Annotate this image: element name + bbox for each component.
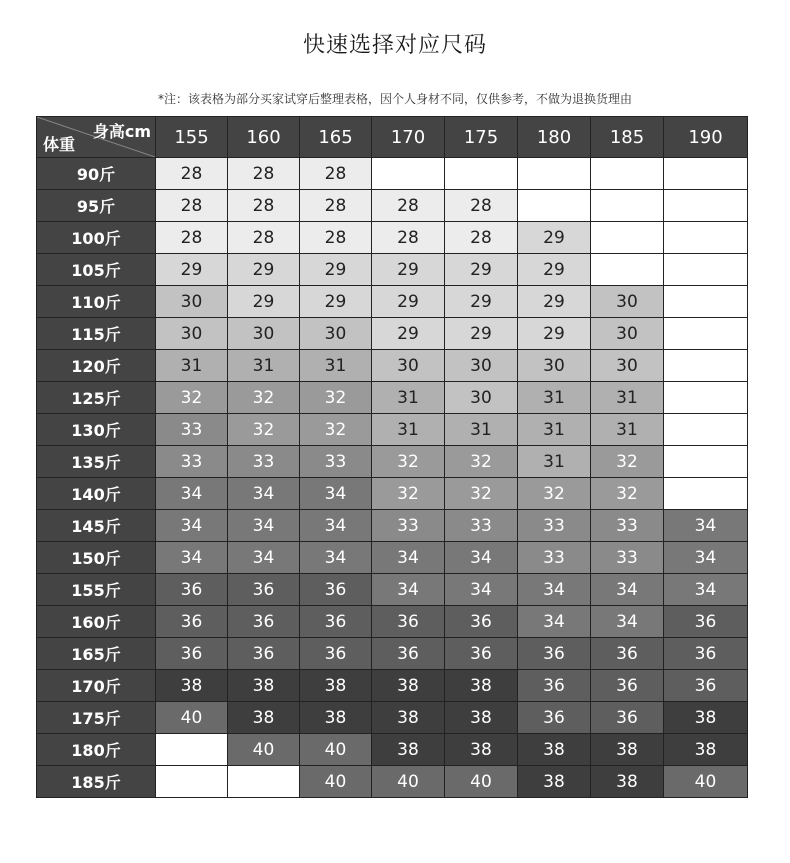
weight-label: 115斤 — [37, 318, 156, 350]
weight-label: 150斤 — [37, 542, 156, 574]
size-cell: 31 — [156, 350, 228, 382]
size-cell: 31 — [518, 414, 591, 446]
empty-cell — [591, 254, 664, 286]
size-cell: 36 — [300, 638, 372, 670]
weight-axis-label: 体重 — [43, 135, 76, 154]
size-cell: 31 — [372, 414, 445, 446]
size-cell: 29 — [228, 254, 300, 286]
height-header: 175 — [445, 117, 518, 158]
size-cell: 28 — [372, 222, 445, 254]
size-cell: 29 — [445, 254, 518, 286]
size-cell: 34 — [518, 606, 591, 638]
table-row — [37, 382, 748, 414]
size-cell: 40 — [445, 766, 518, 798]
weight-label: 125斤 — [37, 382, 156, 414]
table-row — [37, 734, 748, 766]
size-cell: 32 — [228, 382, 300, 414]
size-cell: 33 — [518, 510, 591, 542]
size-cell: 32 — [518, 478, 591, 510]
size-cell: 29 — [300, 286, 372, 318]
size-cell: 38 — [372, 670, 445, 702]
size-cell: 30 — [591, 318, 664, 350]
empty-cell — [518, 158, 591, 190]
table-row — [37, 606, 748, 638]
table-row — [37, 638, 748, 670]
table-row — [37, 254, 748, 286]
size-cell: 36 — [518, 638, 591, 670]
size-cell: 36 — [228, 638, 300, 670]
size-cell: 31 — [591, 382, 664, 414]
size-cell: 40 — [156, 702, 228, 734]
size-cell: 32 — [445, 446, 518, 478]
empty-cell — [591, 222, 664, 254]
size-cell: 36 — [445, 638, 518, 670]
size-cell: 33 — [518, 542, 591, 574]
size-cell: 33 — [156, 414, 228, 446]
table-row — [37, 158, 748, 190]
weight-label: 100斤 — [37, 222, 156, 254]
size-cell: 31 — [300, 350, 372, 382]
empty-cell — [156, 734, 228, 766]
size-cell: 34 — [300, 510, 372, 542]
empty-cell — [664, 222, 748, 254]
size-cell: 34 — [228, 542, 300, 574]
size-cell: 28 — [228, 158, 300, 190]
size-cell: 29 — [445, 286, 518, 318]
size-cell: 28 — [228, 222, 300, 254]
size-cell: 30 — [518, 350, 591, 382]
weight-label: 120斤 — [37, 350, 156, 382]
height-header: 160 — [228, 117, 300, 158]
size-cell: 38 — [518, 766, 591, 798]
height-header: 165 — [300, 117, 372, 158]
height-header: 180 — [518, 117, 591, 158]
size-cell: 30 — [591, 286, 664, 318]
table-row — [37, 318, 748, 350]
weight-label: 160斤 — [37, 606, 156, 638]
size-cell: 32 — [445, 478, 518, 510]
size-cell: 36 — [664, 638, 748, 670]
size-cell: 34 — [664, 574, 748, 606]
empty-cell — [518, 190, 591, 222]
size-cell: 40 — [664, 766, 748, 798]
size-cell: 36 — [228, 606, 300, 638]
size-cell: 34 — [445, 542, 518, 574]
size-cell: 34 — [228, 478, 300, 510]
size-cell: 36 — [445, 606, 518, 638]
size-cell: 38 — [228, 670, 300, 702]
corner-header — [37, 117, 156, 158]
size-cell: 30 — [156, 286, 228, 318]
size-cell: 32 — [300, 414, 372, 446]
size-cell: 38 — [300, 670, 372, 702]
weight-label: 135斤 — [37, 446, 156, 478]
size-cell: 32 — [591, 446, 664, 478]
size-cell: 36 — [300, 574, 372, 606]
size-cell: 30 — [591, 350, 664, 382]
size-cell: 34 — [372, 574, 445, 606]
size-cell: 36 — [156, 638, 228, 670]
height-header: 185 — [591, 117, 664, 158]
empty-cell — [664, 478, 748, 510]
weight-label: 130斤 — [37, 414, 156, 446]
weight-label: 170斤 — [37, 670, 156, 702]
size-cell: 33 — [591, 542, 664, 574]
size-cell: 29 — [372, 254, 445, 286]
table-row — [37, 702, 748, 734]
size-cell: 29 — [372, 318, 445, 350]
size-cell: 38 — [372, 734, 445, 766]
size-cell: 28 — [156, 190, 228, 222]
size-cell: 31 — [228, 350, 300, 382]
empty-cell — [664, 382, 748, 414]
size-cell: 38 — [445, 670, 518, 702]
empty-cell — [664, 350, 748, 382]
size-cell: 34 — [156, 478, 228, 510]
empty-cell — [664, 446, 748, 478]
empty-cell — [591, 158, 664, 190]
empty-cell — [156, 766, 228, 798]
size-cell: 36 — [591, 638, 664, 670]
size-cell: 28 — [300, 222, 372, 254]
weight-label: 145斤 — [37, 510, 156, 542]
empty-cell — [664, 414, 748, 446]
size-cell: 29 — [372, 286, 445, 318]
weight-label: 140斤 — [37, 478, 156, 510]
size-chart-table — [36, 116, 748, 798]
page-title: 快速选择对应尺码 — [302, 33, 487, 58]
table-row — [37, 446, 748, 478]
size-cell: 33 — [300, 446, 372, 478]
weight-label: 110斤 — [37, 286, 156, 318]
size-cell: 33 — [445, 510, 518, 542]
size-cell: 28 — [445, 190, 518, 222]
height-header: 170 — [372, 117, 445, 158]
weight-label: 90斤 — [37, 158, 156, 190]
weight-label: 165斤 — [37, 638, 156, 670]
weight-label: 185斤 — [37, 766, 156, 798]
size-cell: 29 — [518, 222, 591, 254]
size-cell: 38 — [664, 702, 748, 734]
height-header-row — [37, 117, 748, 158]
size-cell: 28 — [372, 190, 445, 222]
empty-cell — [664, 286, 748, 318]
size-cell: 30 — [228, 318, 300, 350]
size-cell: 36 — [518, 702, 591, 734]
size-cell: 38 — [591, 734, 664, 766]
size-cell: 31 — [591, 414, 664, 446]
size-cell: 34 — [156, 510, 228, 542]
size-cell: 32 — [228, 414, 300, 446]
size-cell: 29 — [228, 286, 300, 318]
size-cell: 38 — [664, 734, 748, 766]
size-cell: 32 — [372, 446, 445, 478]
weight-label: 105斤 — [37, 254, 156, 286]
empty-cell — [228, 766, 300, 798]
size-cell: 34 — [228, 510, 300, 542]
size-cell: 32 — [372, 478, 445, 510]
size-cell: 30 — [445, 382, 518, 414]
size-cell: 36 — [664, 606, 748, 638]
empty-cell — [372, 158, 445, 190]
size-cell: 36 — [518, 670, 591, 702]
size-cell: 34 — [664, 542, 748, 574]
size-cell: 38 — [518, 734, 591, 766]
size-cell: 34 — [591, 574, 664, 606]
table-row — [37, 510, 748, 542]
table-row — [37, 670, 748, 702]
table-row — [37, 542, 748, 574]
weight-label: 155斤 — [37, 574, 156, 606]
size-cell: 34 — [156, 542, 228, 574]
size-cell: 40 — [372, 766, 445, 798]
size-cell: 29 — [300, 254, 372, 286]
size-cell: 36 — [228, 574, 300, 606]
size-cell: 40 — [300, 734, 372, 766]
empty-cell — [664, 254, 748, 286]
size-cell: 34 — [372, 542, 445, 574]
table-row — [37, 350, 748, 382]
size-cell: 36 — [156, 606, 228, 638]
size-cell: 30 — [372, 350, 445, 382]
empty-cell — [591, 190, 664, 222]
size-cell: 36 — [372, 638, 445, 670]
size-cell: 34 — [300, 542, 372, 574]
size-cell: 30 — [156, 318, 228, 350]
table-row — [37, 222, 748, 254]
size-cell: 33 — [372, 510, 445, 542]
size-cell: 33 — [591, 510, 664, 542]
height-axis-label: 身高cm — [92, 122, 151, 141]
size-cell: 38 — [372, 702, 445, 734]
size-cell: 38 — [300, 702, 372, 734]
size-cell: 40 — [300, 766, 372, 798]
size-cell: 34 — [300, 478, 372, 510]
table-row — [37, 286, 748, 318]
size-cell: 28 — [156, 158, 228, 190]
size-cell: 36 — [664, 670, 748, 702]
size-cell: 34 — [664, 510, 748, 542]
table-row — [37, 478, 748, 510]
height-header: 190 — [664, 117, 748, 158]
size-cell: 29 — [518, 254, 591, 286]
empty-cell — [664, 158, 748, 190]
size-cell: 28 — [228, 190, 300, 222]
size-cell: 38 — [445, 734, 518, 766]
size-cell: 28 — [300, 158, 372, 190]
table-row — [37, 190, 748, 222]
weight-label: 95斤 — [37, 190, 156, 222]
size-cell: 38 — [228, 702, 300, 734]
size-cell: 36 — [156, 574, 228, 606]
empty-cell — [664, 318, 748, 350]
size-cell: 33 — [228, 446, 300, 478]
size-cell: 36 — [591, 702, 664, 734]
weight-label: 175斤 — [37, 702, 156, 734]
table-row — [37, 574, 748, 606]
size-cell: 28 — [156, 222, 228, 254]
weight-label: 180斤 — [37, 734, 156, 766]
size-cell: 30 — [300, 318, 372, 350]
size-cell: 31 — [445, 414, 518, 446]
empty-cell — [445, 158, 518, 190]
size-cell: 36 — [591, 670, 664, 702]
size-cell: 38 — [591, 766, 664, 798]
size-cell: 38 — [156, 670, 228, 702]
size-cell: 29 — [445, 318, 518, 350]
size-cell: 28 — [445, 222, 518, 254]
size-cell: 32 — [591, 478, 664, 510]
size-cell: 36 — [372, 606, 445, 638]
size-cell: 28 — [300, 190, 372, 222]
table-row — [37, 414, 748, 446]
size-cell: 38 — [445, 702, 518, 734]
size-cell: 40 — [228, 734, 300, 766]
size-cell: 34 — [445, 574, 518, 606]
size-cell: 29 — [156, 254, 228, 286]
size-cell: 31 — [518, 382, 591, 414]
size-cell: 29 — [518, 286, 591, 318]
size-cell: 34 — [518, 574, 591, 606]
size-cell: 34 — [591, 606, 664, 638]
size-chart-body — [37, 158, 748, 798]
height-header: 155 — [156, 117, 228, 158]
size-cell: 29 — [518, 318, 591, 350]
size-cell: 31 — [518, 446, 591, 478]
size-cell: 32 — [300, 382, 372, 414]
disclaimer-note: *注：该表格为部分买家试穿后整理表格，因个人身材不同，仅供参考，不做为退换货理由 — [157, 92, 632, 106]
size-cell: 31 — [372, 382, 445, 414]
table-row — [37, 766, 748, 798]
size-cell: 33 — [156, 446, 228, 478]
empty-cell — [664, 190, 748, 222]
size-cell: 32 — [156, 382, 228, 414]
size-cell: 30 — [445, 350, 518, 382]
size-cell: 36 — [300, 606, 372, 638]
